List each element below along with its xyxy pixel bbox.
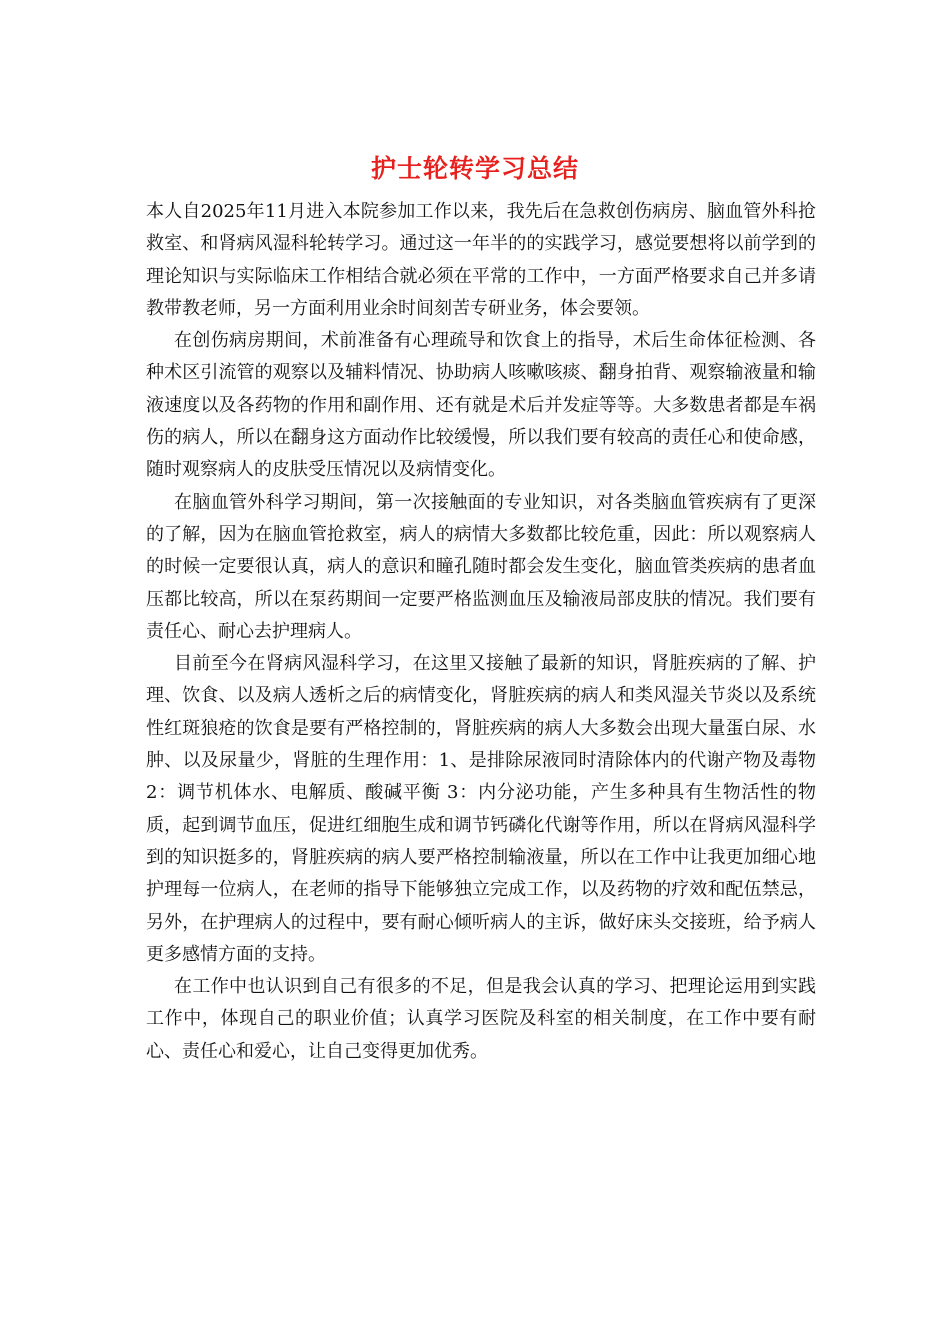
paragraph-trauma-ward: 在创伤病房期间，术前准备有心理疏导和饮食上的指导，术后生命体征检测、各种术区引流管的观察以及辅料情况、协助病人咳嗽咳痰、翻身拍背、观察输液量和输液速度以及各药物的作用和副作用、还有就是术后并发症等等。大多数患者都是车祸伤的病人，所以在翻身这方面动作比较缓慢，所以我们要有较高的责任心和使命感，随时观察病人的皮肤受压情况以及病情变化。: [146, 330, 816, 481]
paragraph-intro: 本人自2025年11月进入本院参加工作以来，我先后在急救创伤病房、脑血管外科抢救室、和肾病风湿科轮转学习。通过这一年半的的实践学习，感觉要想将以前学到的理论知识与实际临床工作相结合就必须在平常的工作中，一方面严格要求自己并多请教带教老师，另一方面利用业余时间刻苦专研业务，体会要领。: [146, 201, 816, 319]
document-body: [146, 196, 816, 1068]
paragraph-nephrology: 目前至今在肾病风湿科学习，在这里又接触了最新的知识，肾脏疾病的了解、护理、饮食、以及病人透析之后的病情变化，肾脏疾病的病人和类风湿关节炎以及系统性红斑狼疮的饮食是要有严格控制的，肾脏疾病的病人大多数会出现大量蛋白尿、水肿、以及尿量少，肾脏的生理作用：1、是排除尿液同时清除体内的代谢产物及毒物2：调节机体水、电解质、酸碱平衡 3：内分泌功能，产生多种具有生物活性的物质，起到调节血压，促进红细胞生成和调节钙磷化代谢等作用，所以在肾病风湿科学到的知识挺多的，肾脏疾病的病人要严格控制输液量，所以在工作中让我更加细心地护理每一位病人，在老师的指导下能够独立完成工作，以及药物的疗效和配伍禁忌，另外，在护理病人的过程中，要有耐心倾听病人的主诉，做好床头交接班，给予病人更多感情方面的支持。: [146, 653, 816, 965]
paragraph-neurovascular: 在脑血管外科学习期间，第一次接触面的专业知识，对各类脑血管疾病有了更深的了解，因为在脑血管抢救室，病人的病情大多数都比较危重，因此：所以观察病人的时候一定要很认真，病人的意识和瞳孔随时都会发生变化，脑血管类疾病的患者血压都比较高，所以在泵药期间一定要严格监测血压及输液局部皮肤的情况。我们要有责任心、耐心去护理病人。: [146, 491, 816, 642]
document-title: 护士轮转学习总结: [370, 154, 579, 183]
paragraph-conclusion: 在工作中也认识到自己有很多的不足，但是我会认真的学习、把理论运用到实践工作中，体现自己的职业价值；认真学习医院及科室的相关制度，在工作中要有耐心、责任心和爱心，让自己变得更加优秀。: [146, 976, 816, 1062]
